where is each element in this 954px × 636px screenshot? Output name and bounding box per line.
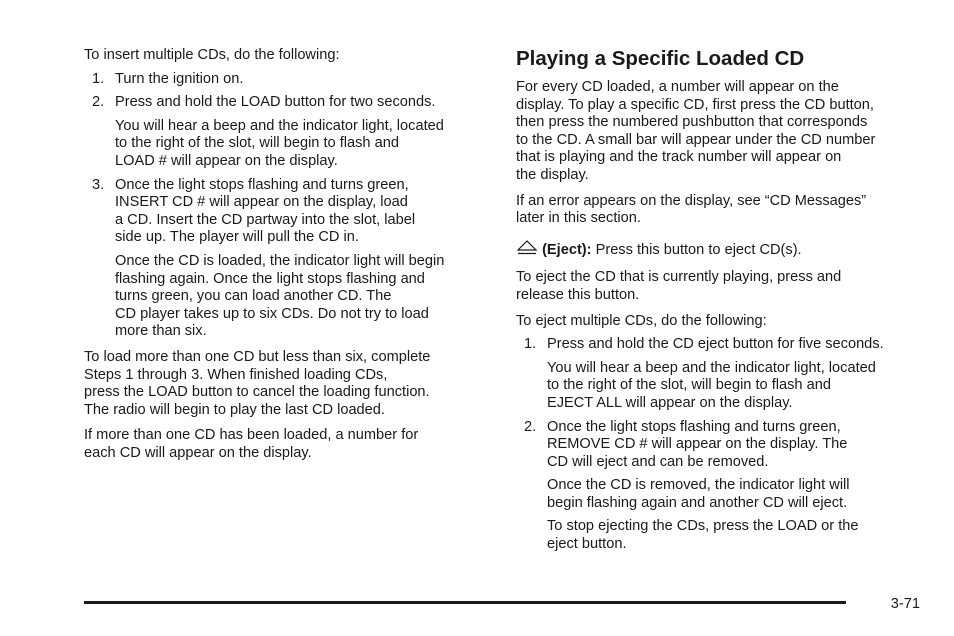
left-column: [84, 0, 489, 462]
text-line: flashing again. Once the light stops flashing and: [115, 270, 425, 287]
text-line: more than six.: [115, 323, 207, 340]
text-line: to the right of the slot, will begin to flash and: [115, 135, 399, 152]
eject-label: (Eject):: [542, 241, 592, 258]
footer-rule: [84, 601, 846, 604]
multiple-loaded-paragraph: [84, 427, 489, 462]
text-line: To load more than one CD but less than six, complete: [84, 348, 431, 365]
text-line: LOAD # will appear on the display.: [115, 152, 338, 169]
page-number: 3-71: [890, 596, 920, 612]
text-line: eject button.: [547, 536, 627, 553]
eject-current-paragraph: [516, 269, 926, 304]
insert-step-1: [84, 71, 489, 89]
text-line: begin flashing again and another CD will eject.: [547, 494, 848, 511]
text-line: to the CD. A small bar will appear under the CD number: [516, 131, 876, 148]
text-line: To eject the CD that is currently playing, press and: [516, 269, 842, 286]
insert-step-3-detail: [84, 253, 489, 341]
text-line: EJECT ALL will appear on the display.: [547, 394, 793, 411]
step-text: Press and hold the LOAD button for two seconds.: [115, 94, 436, 111]
text-line: press the LOAD button to cancel the loading function.: [84, 384, 430, 401]
text-line: side up. The player will pull the CD in.: [115, 229, 359, 246]
text-line: You will hear a beep and the indicator light, located: [547, 359, 876, 376]
text-line: Once the light stops flashing and turns green,: [115, 176, 409, 193]
eject-step-1: [516, 336, 926, 354]
text-line: For every CD loaded, a number will appear on the: [516, 79, 839, 95]
step-number: 2.: [92, 94, 105, 111]
text-line: Once the light stops flashing and turns green,: [547, 418, 841, 435]
text-line: CD player takes up to six CDs. Do not try to load: [115, 305, 429, 322]
text-line: You will hear a beep and the indicator light, located: [115, 117, 444, 134]
text-line: to the right of the slot, will begin to flash and: [547, 377, 831, 394]
text-line: CD will eject and can be removed.: [547, 453, 769, 470]
step-number: 1.: [92, 70, 105, 87]
eject-icon: [516, 240, 538, 255]
text-line: If more than one CD has been loaded, a number for: [84, 427, 419, 444]
text-line: each CD will appear on the display.: [84, 444, 312, 461]
step-number: 2.: [524, 418, 537, 435]
text-line: later in this section.: [516, 210, 641, 227]
eject-step-2-stop: [516, 518, 926, 553]
text-line: display. To play a specific CD, first press the CD button,: [516, 96, 874, 113]
text-line: that is playing and the track number will appear on: [516, 149, 842, 166]
text-line: Once the CD is removed, the indicator light will: [547, 477, 850, 494]
insert-step-2: [84, 94, 489, 112]
text-line: REMOVE CD # will appear on the display. The: [547, 436, 848, 453]
step-text: Press and hold the CD eject button for five seconds.: [547, 336, 884, 353]
text-line: turns green, you can load another CD. The: [115, 288, 392, 305]
insert-step-3: [84, 177, 489, 247]
text-line: INSERT CD # will appear on the display, load: [115, 194, 408, 211]
text-line: release this button.: [516, 286, 640, 303]
insert-intro: To insert multiple CDs, do the following:: [84, 47, 340, 63]
text-line: Once the CD is loaded, the indicator light will begin: [115, 252, 445, 269]
insert-step-2-detail: [84, 118, 489, 171]
eject-multiple-intro: To eject multiple CDs, do the following:: [516, 312, 767, 329]
right-column: [516, 0, 926, 554]
text-line: If an error appears on the display, see “CD Messages”: [516, 192, 867, 209]
step-number: 1.: [524, 336, 537, 353]
step-text: Turn the ignition on.: [115, 70, 244, 87]
eject-step-1-detail: [516, 360, 926, 413]
step-number: 3.: [92, 176, 105, 193]
text-line: Steps 1 through 3. When finished loading CDs,: [84, 366, 388, 383]
eject-row: [516, 240, 926, 260]
section-heading: Playing a Specific Loaded CD: [516, 47, 805, 70]
load-fewer-paragraph: [84, 349, 489, 419]
text-line: a CD. Insert the CD partway into the slot, label: [115, 211, 416, 228]
text-line: the display.: [516, 166, 589, 183]
text-line: The radio will begin to play the last CD loaded.: [84, 401, 385, 418]
text-line: then press the numbered pushbutton that corresponds: [516, 114, 868, 131]
text-line: To stop ejecting the CDs, press the LOAD or the: [547, 518, 859, 535]
specific-cd-paragraph: [516, 79, 926, 185]
eject-step-2: [516, 419, 926, 472]
eject-step-2-detail: [516, 477, 926, 512]
error-paragraph: [516, 193, 926, 228]
eject-description: Press this button to eject CD(s).: [595, 241, 802, 258]
